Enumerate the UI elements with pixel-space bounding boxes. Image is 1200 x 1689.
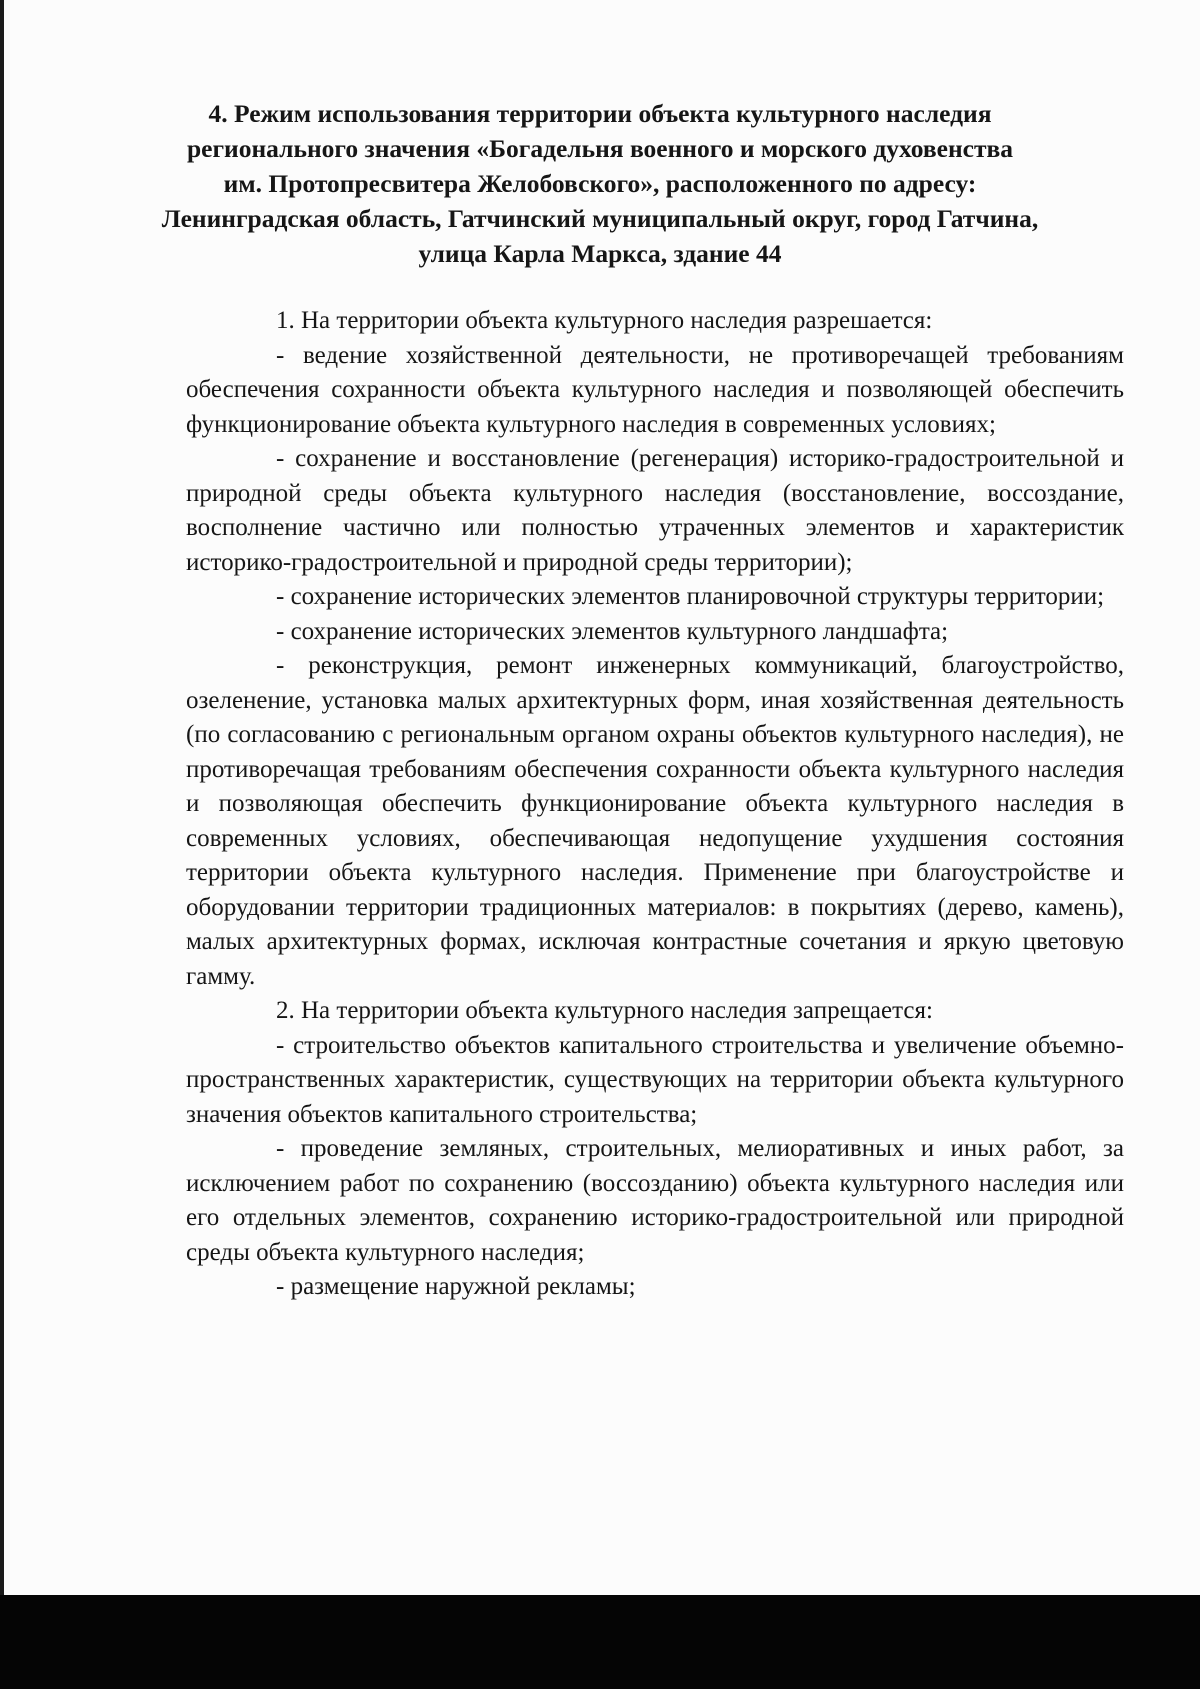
section-2-item: - строительство объектов капитального строительства и увеличение объемно-пространственных характеристик, существующих на территории объекта культурного значения объектов капитального строительства; xyxy=(186,1031,1124,1128)
section-2-item: - проведение земляных, строительных, мелиоративных и иных работ, за исключением работ по сохранению (воссозданию) объекта культурного наследия или его отдельных элементов, сохранению историко-градостроительной или природной среды объекта культурного наследия; xyxy=(186,1135,1124,1266)
heading-line: улица Карла Маркса, здание 44 xyxy=(418,239,782,268)
heading-line: Ленинградская область, Гатчинский муниципальный округ, город Гатчина, xyxy=(161,204,1039,233)
scan-bottom-band xyxy=(0,1595,1200,1689)
section-2-intro: 2. На территории объекта культурного наследия запрещается: xyxy=(276,997,933,1024)
section-1-intro: 1. На территории объекта культурного наследия разрешается: xyxy=(276,307,933,334)
section-1-item: - реконструкция, ремонт инженерных коммуникаций, благоустройство, озеленение, установка малых архитектурных форм, иная хозяйственная деятельность (по согласованию с региональным органом охраны объектов культурного наследия), не противоречащая требованиям обеспечения сохранности объекта культурного наследия и позволяющая обеспечить функционирование объекта культурного наследия в современных условиях, обеспечивающая недопущение ухудшения состояния территории объекта культурного наследия. Применение при благоустройстве и оборудовании территории традиционных материалов: в покрытиях (дерево, камень), малых архитектурных формах, исключая контрастные сочетания и яркую цветовую гамму. xyxy=(186,652,1124,990)
heading-line: регионального значения «Богадельня военного и морского духовенства xyxy=(186,134,1014,163)
section-1-item: - сохранение и восстановление (регенерация) историко-градостроительной и природной среды объекта культурного наследия (восстановление, воссоздание, восполнение частично или полностью утраченных элементов и характеристик историко-градостроительной и природной среды территории); xyxy=(186,445,1124,576)
heading-line: им. Протопресвитера Желобовского», расположенного по адресу: xyxy=(223,169,977,198)
document-heading xyxy=(150,96,1050,271)
section-1-item: - сохранение исторических элементов планировочной структуры территории; xyxy=(276,583,1105,610)
scan-left-edge xyxy=(0,0,4,1689)
section-1-item: - сохранение исторических элементов культурного ландшафта; xyxy=(276,617,949,645)
section-1-item: - ведение хозяйственной деятельности, не противоречащей требованиям обеспечения сохранности объекта культурного наследия и позволяющей обеспечить функционирование объекта культурного наследия в современных условиях; xyxy=(186,341,1124,438)
section-2-item: - размещение наружной рекламы; xyxy=(276,1273,636,1300)
document-body xyxy=(186,304,1124,1305)
heading-line: 4. Режим использования территории объекта культурного наследия xyxy=(208,99,992,128)
